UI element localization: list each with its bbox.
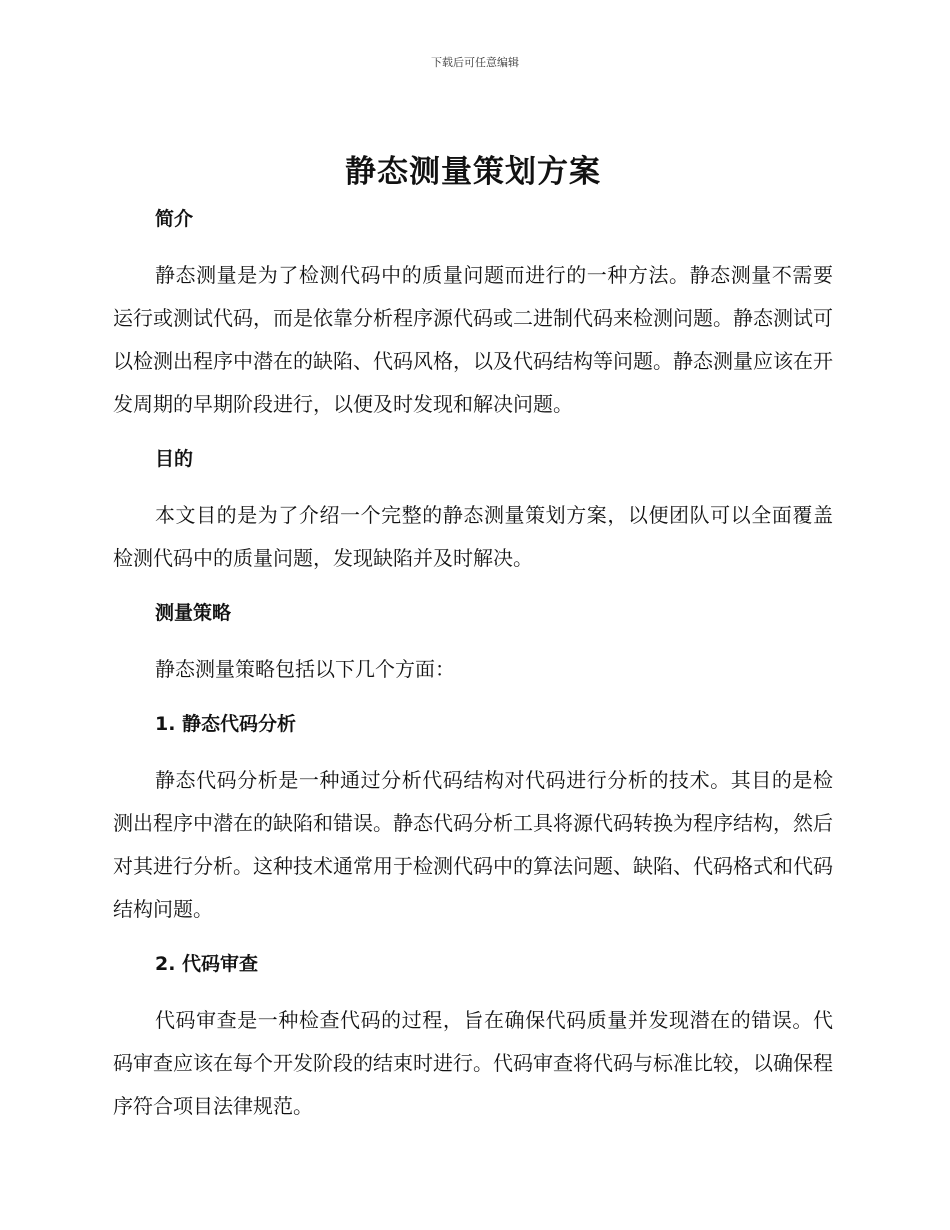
section-code-review	[113, 949, 833, 1128]
section-purpose	[113, 444, 833, 598]
section-heading: 1. 静态代码分析	[155, 713, 297, 735]
section-paragraph: 本文目的是为了介绍一个完整的静态测量策划方案，以便团队可以全面覆盖检测代码中的质量问题，发现缺陷并及时解决。	[113, 503, 833, 570]
section-paragraph: 代码审查是一种检查代码的过程，旨在确保代码质量并发现潜在的错误。代码审查应该在每个开发阶段的结束时进行。代码审查将代码与标准比较，以确保程序符合项目法律规范。	[113, 1008, 833, 1118]
section-introduction	[113, 204, 833, 444]
section-heading: 测量策略	[155, 602, 232, 624]
section-paragraph: 静态测量策略包括以下几个方面：	[155, 657, 455, 681]
document-title: 静态测量策划方案	[345, 154, 601, 190]
section-paragraph: 静态代码分析是一种通过分析代码结构对代码进行分析的技术。其目的是检测出程序中潜在的缺陷和错误。静态代码分析工具将源代码转换为程序结构，然后对其进行分析。这种技术通常用于检测代码中的算法问题、缺陷、代码格式和代码结构问题。	[113, 768, 833, 921]
section-paragraph: 静态测量是为了检测代码中的质量问题而进行的一种方法。静态测量不需要运行或测试代码，而是依靠分析程序源代码或二进制代码来检测问题。静态测试可以检测出程序中潜在的缺陷、代码风格，以及代码结构等问题。静态测量应该在开发周期的早期阶段进行，以便及时发现和解决问题。	[113, 263, 833, 416]
section-heading: 简介	[155, 208, 194, 230]
section-heading: 2. 代码审查	[155, 953, 259, 975]
section-static-code-analysis	[113, 709, 833, 949]
page-header-watermark: 下载后可任意编辑	[431, 56, 519, 69]
section-heading: 目的	[155, 448, 194, 470]
section-strategy	[113, 598, 833, 709]
document-body	[113, 148, 833, 1128]
